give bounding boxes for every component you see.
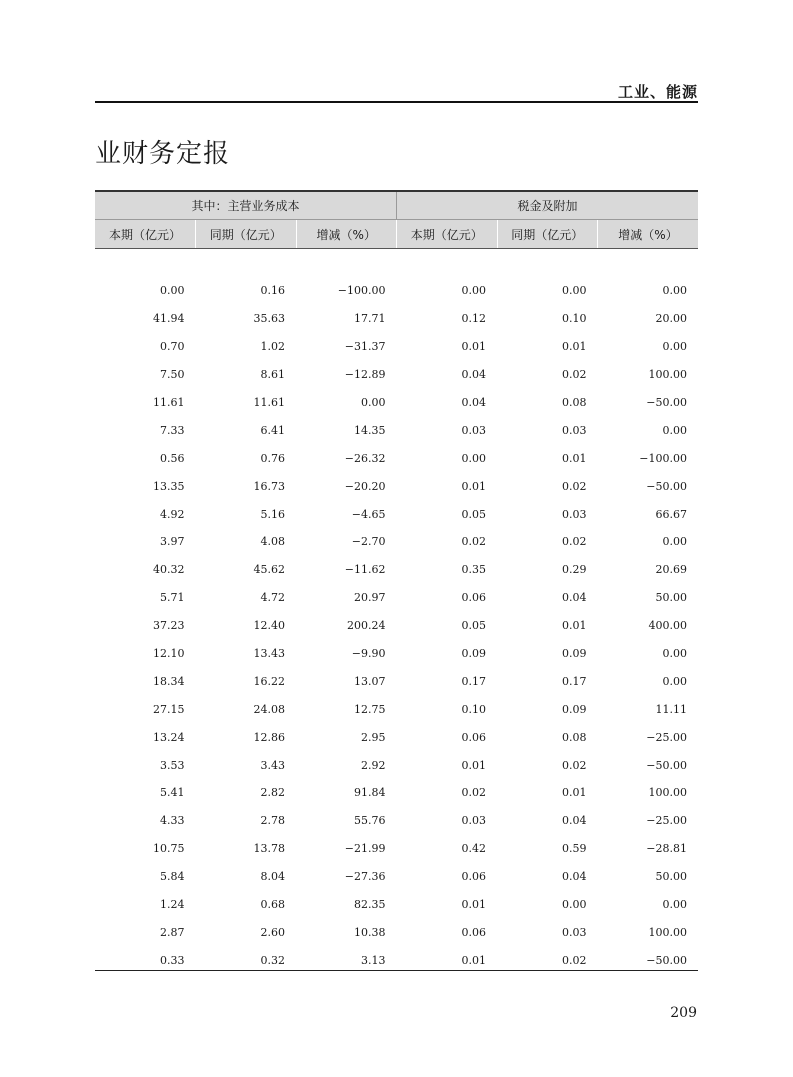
table-cell: −50.00: [646, 953, 687, 967]
table-cell: 0.04: [562, 814, 587, 828]
table-cell: 0.00: [662, 423, 687, 437]
table-row: [95, 863, 698, 891]
table-cell: 0.03: [562, 925, 587, 939]
table-cell: 10.75: [153, 842, 185, 856]
table-cell: 0.00: [461, 284, 486, 298]
column-header: 增减（%）: [296, 220, 397, 249]
table-cell: 0.12: [461, 312, 486, 326]
table-cell: 0.01: [461, 898, 486, 912]
table-cell: 6.41: [260, 423, 285, 437]
table-cell: 0.09: [562, 702, 587, 716]
table-cell: 11.11: [655, 702, 687, 716]
table-cell: 0.17: [461, 674, 486, 688]
table-cell: 18.34: [153, 674, 185, 688]
table-cell: −50.00: [646, 396, 687, 409]
table-row: [95, 361, 698, 389]
table-cell: −4.65: [351, 507, 386, 521]
table-cell: 0.01: [461, 479, 486, 493]
table-cell: 0.00: [461, 451, 486, 465]
table-row: [95, 751, 698, 779]
table-row: [95, 528, 698, 556]
table-cell: −20.20: [344, 479, 386, 493]
table-cell: 0.02: [562, 479, 587, 493]
table-cell: 0.08: [562, 730, 587, 744]
table-cell: 10.38: [354, 925, 386, 939]
table-cell: 3.53: [160, 758, 185, 772]
column-header: 本期（亿元）: [397, 220, 498, 249]
table-row: [95, 695, 698, 723]
table-cell: 8.04: [260, 870, 285, 884]
column-header: 同期（亿元）: [497, 220, 598, 249]
table-row: [95, 556, 698, 584]
table-cell: 0.59: [562, 842, 587, 856]
table-cell: 0.02: [562, 758, 587, 772]
table-row: [95, 612, 698, 640]
table-cell: 16.73: [253, 479, 285, 493]
table-cell: 0.42: [461, 842, 486, 856]
table-cell: 3.43: [260, 758, 285, 772]
table-cell: −21.99: [344, 842, 386, 856]
table-cell: 13.78: [253, 842, 285, 856]
table-cell: 12.75: [354, 702, 386, 716]
table-cell: 0.00: [662, 340, 687, 354]
table-cell: 0.02: [562, 953, 587, 967]
table-cell: 0.04: [461, 396, 486, 409]
table-cell: −25.00: [646, 814, 687, 828]
column-header: 本期（亿元）: [95, 220, 196, 249]
table-row: [95, 779, 698, 807]
table-cell: 13.35: [153, 479, 185, 493]
table-cell: 7.50: [160, 368, 185, 382]
table-cell: 17.71: [354, 312, 386, 326]
table-cell: 0.76: [260, 451, 285, 465]
table-cell: −31.37: [344, 340, 386, 354]
table-cell: 0.00: [361, 396, 386, 409]
table-cell: 100.00: [648, 786, 687, 800]
table-cell: 0.00: [662, 674, 687, 688]
page-title: 业财务定报: [95, 139, 231, 169]
table-row: [95, 389, 698, 417]
table-cell: 11.61: [153, 396, 185, 409]
table-cell: −100.00: [337, 284, 386, 298]
table-cell: 0.10: [461, 702, 486, 716]
table-cell: 0.03: [562, 423, 587, 437]
table-cell: 5.16: [260, 507, 285, 521]
table-cell: 82.35: [354, 898, 386, 912]
table-cell: 50.00: [655, 870, 687, 884]
table-row: [95, 500, 698, 528]
table-row: [95, 918, 698, 946]
table-cell: 0.04: [461, 368, 486, 382]
table-cell: 16.22: [253, 674, 285, 688]
table-cell: 2.60: [260, 925, 285, 939]
table-cell: 4.92: [160, 507, 185, 521]
table-row: [95, 444, 698, 472]
column-header: 同期（亿元）: [196, 220, 297, 249]
table-cell: 0.04: [562, 870, 587, 884]
table-cell: −26.32: [344, 451, 386, 465]
table-cell: 13.07: [354, 674, 386, 688]
table-row: [95, 472, 698, 500]
table-cell: 24.08: [253, 702, 285, 716]
table-row: [95, 835, 698, 863]
table-cell: 100.00: [648, 925, 687, 939]
table-body: [95, 249, 698, 975]
table-cell: −100.00: [639, 451, 687, 465]
table-cell: 0.04: [562, 591, 587, 605]
table-cell: 0.00: [662, 647, 687, 661]
table-row: [95, 277, 698, 305]
table-cell: 0.00: [160, 284, 185, 298]
table-cell: 37.23: [153, 619, 185, 633]
table-cell: 41.94: [153, 312, 185, 326]
table-cell: 50.00: [655, 591, 687, 605]
table-cell: −25.00: [646, 730, 687, 744]
table-cell: −2.70: [351, 535, 386, 549]
table-cell: 1.02: [260, 340, 285, 354]
table-cell: 2.87: [160, 925, 185, 939]
table-cell: 0.00: [662, 898, 687, 912]
table-cell: −9.90: [351, 647, 386, 661]
table-row: [95, 723, 698, 751]
table-cell: 0.68: [260, 898, 285, 912]
table-cell: 0.02: [562, 535, 587, 549]
table-cell: 35.63: [253, 312, 285, 326]
table-cell: 2.82: [260, 786, 285, 800]
table-cell: 91.84: [354, 786, 386, 800]
page-number: 209: [670, 1005, 697, 1021]
table-cell: 27.15: [153, 702, 185, 716]
table-cell: 0.02: [461, 535, 486, 549]
table-cell: 0.06: [461, 730, 486, 744]
table-row: [95, 891, 698, 919]
table-cell: −50.00: [646, 479, 687, 493]
table-cell: 13.43: [253, 647, 285, 661]
table-cell: 0.35: [461, 563, 486, 577]
table-row: [95, 416, 698, 444]
column-header: 增减（%）: [598, 220, 699, 249]
table-cell: 0.03: [461, 814, 486, 828]
table-cell: 1.24: [160, 898, 185, 912]
table-cell: 0.08: [562, 396, 587, 409]
table-row: [95, 333, 698, 361]
header-rule: [95, 101, 698, 103]
table-cell: 0.16: [260, 284, 285, 298]
table-cell: −50.00: [646, 758, 687, 772]
table-cell: 0.32: [260, 953, 285, 967]
table-cell: 0.70: [160, 340, 185, 354]
table-cell: 5.41: [160, 786, 185, 800]
table-cell: 0.01: [562, 619, 587, 633]
table-cell: −12.89: [344, 368, 386, 382]
table-cell: 0.01: [461, 758, 486, 772]
table-row: [95, 667, 698, 695]
table-cell: 0.05: [461, 619, 486, 633]
table-cell: 7.33: [160, 423, 185, 437]
table-cell: 4.33: [160, 814, 185, 828]
group-header-taxes: 税金及附加: [397, 191, 699, 220]
table-cell: 200.24: [347, 619, 386, 633]
table-cell: 0.06: [461, 925, 486, 939]
table-cell: 3.97: [160, 535, 185, 549]
table-cell: 40.32: [153, 563, 185, 577]
table-cell: 11.61: [253, 396, 285, 409]
group-header-main-cost: 其中：主营业务成本: [95, 191, 397, 220]
table-cell: 0.06: [461, 870, 486, 884]
table-cell: 12.10: [153, 647, 185, 661]
financial-table: [95, 190, 698, 974]
table-cell: 100.00: [648, 368, 687, 382]
table-cell: 5.71: [160, 591, 185, 605]
table-cell: 4.08: [260, 535, 285, 549]
table-cell: 0.10: [562, 312, 587, 326]
table-cell: 13.24: [153, 730, 185, 744]
table-cell: 66.67: [655, 507, 687, 521]
table-cell: 2.78: [260, 814, 285, 828]
table-cell: 0.33: [160, 953, 185, 967]
section-label: 工业、能源: [617, 83, 698, 101]
table-cell: 20.00: [655, 312, 687, 326]
spacer-row: [95, 249, 698, 278]
table-cell: 20.97: [354, 591, 386, 605]
table-cell: 2.95: [361, 730, 386, 744]
table-cell: 14.35: [354, 423, 386, 437]
table-cell: −28.81: [646, 842, 687, 856]
table-row: [95, 584, 698, 612]
table-cell: 0.02: [461, 786, 486, 800]
table-cell: 400.00: [648, 619, 687, 633]
table-cell: 0.03: [461, 423, 486, 437]
table-cell: 2.92: [361, 758, 386, 772]
table-cell: 0.01: [562, 340, 587, 354]
table-row: [95, 807, 698, 835]
table-row: [95, 640, 698, 668]
table-cell: 5.84: [160, 870, 185, 884]
table-cell: 0.02: [562, 368, 587, 382]
table-cell: 0.06: [461, 591, 486, 605]
table-cell: 55.76: [354, 814, 386, 828]
table-cell: 8.61: [260, 368, 285, 382]
table-cell: 0.56: [160, 451, 185, 465]
table-cell: 0.00: [662, 535, 687, 549]
table-cell: 0.09: [562, 647, 587, 661]
table-cell: 0.00: [562, 898, 587, 912]
table-cell: 0.03: [562, 507, 587, 521]
table-cell: 0.00: [562, 284, 587, 298]
table-cell: 0.01: [461, 340, 486, 354]
table-cell: 4.72: [260, 591, 285, 605]
table-cell: 3.13: [361, 953, 386, 967]
table-cell: −27.36: [344, 870, 386, 884]
table-cell: 12.86: [253, 730, 285, 744]
table-cell: 0.17: [562, 674, 587, 688]
table-cell: 0.01: [562, 451, 587, 465]
table-cell: 20.69: [655, 563, 687, 577]
table-cell: 0.29: [562, 563, 587, 577]
table-cell: 0.01: [461, 953, 486, 967]
table-cell: 12.40: [253, 619, 285, 633]
table-cell: 0.01: [562, 786, 587, 800]
table-cell: 0.05: [461, 507, 486, 521]
table-cell: 45.62: [253, 563, 285, 577]
table-cell: 0.09: [461, 647, 486, 661]
table-row: [95, 305, 698, 333]
table-bottom-rule: [95, 970, 698, 971]
table-cell: −11.62: [344, 563, 386, 577]
table-cell: 0.00: [662, 284, 687, 298]
